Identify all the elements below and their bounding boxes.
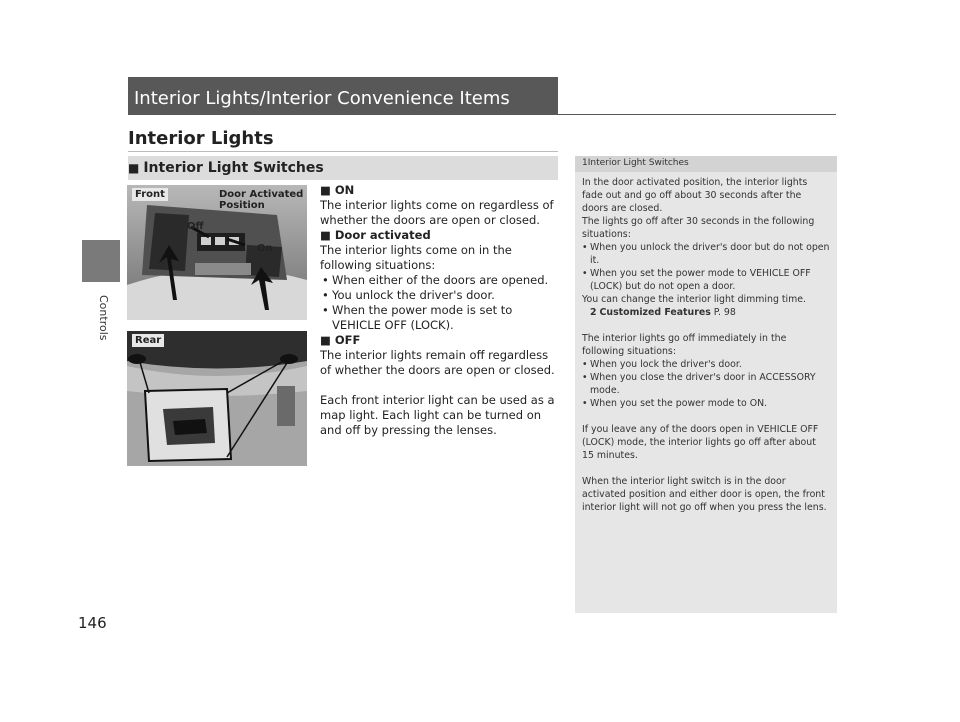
subsection-heading bbox=[128, 160, 324, 176]
note-marker: 1 bbox=[582, 158, 588, 168]
spacer bbox=[320, 378, 560, 393]
page-title: Interior Lights/Interior Convenience Items bbox=[134, 88, 510, 109]
on-label: On bbox=[257, 243, 273, 254]
list-item: • When either of the doors are opened. bbox=[320, 273, 560, 288]
spacer bbox=[582, 410, 830, 423]
front-light-text: Each front interior light can be used as a map light. Each light can be turned on and off by pressing the lenses. bbox=[320, 393, 555, 437]
door-activated-text: The interior lights come on in the following situations: bbox=[320, 243, 512, 272]
customized-features-link[interactable] bbox=[582, 306, 830, 319]
off-label: Off bbox=[187, 221, 204, 232]
rear-light-illustration bbox=[127, 331, 307, 466]
door-activated-label: Door Activated Position bbox=[219, 189, 304, 211]
off-heading: ■ OFF bbox=[320, 333, 361, 347]
on-text: The interior lights come on regardless of whether the doors are open or closed. bbox=[320, 198, 554, 227]
ref-marker: 2 bbox=[590, 307, 597, 318]
chapter-tab bbox=[82, 240, 120, 282]
note-paragraph: You can change the interior light dimming time. bbox=[582, 294, 807, 305]
note-list bbox=[582, 241, 830, 293]
section-rule bbox=[128, 151, 558, 152]
spacer bbox=[582, 319, 830, 332]
page-number: 146 bbox=[78, 614, 107, 632]
on-heading: ■ ON bbox=[320, 183, 355, 197]
chapter-label: Controls bbox=[97, 295, 110, 341]
note-paragraph: The lights go off after 30 seconds in the following situations: bbox=[582, 216, 815, 240]
front-light-photo bbox=[127, 185, 307, 320]
list-item: • When you close the driver's door in ACCESSORY mode. bbox=[582, 371, 830, 397]
subsection-heading-text: Interior Light Switches bbox=[143, 160, 324, 176]
door-activated-list bbox=[320, 273, 560, 333]
ref-page: P. 98 bbox=[713, 307, 736, 318]
note-paragraph: In the door activated position, the interior lights fade out and go off about 30 seconds after the doors are closed. bbox=[582, 177, 808, 214]
off-text: The interior lights remain off regardless of whether the doors are open or closed. bbox=[320, 348, 555, 377]
note-title-text: Interior Light Switches bbox=[587, 158, 689, 168]
note-paragraph: The interior lights go off immediately in the following situations: bbox=[582, 333, 787, 357]
note-paragraph: If you leave any of the doors open in VEHICLE OFF (LOCK) mode, the interior lights go off after about 15 minutes. bbox=[582, 424, 819, 461]
door-activated-heading: ■ Door activated bbox=[320, 228, 431, 242]
list-item: • You unlock the driver's door. bbox=[320, 288, 560, 303]
list-item: • When you unlock the driver's door but do not open it. bbox=[582, 241, 830, 267]
front-tag: Front bbox=[132, 188, 168, 201]
note-title bbox=[582, 158, 689, 168]
list-item: • When you lock the driver's door. bbox=[582, 358, 830, 371]
note-body bbox=[582, 176, 830, 514]
list-item: • When you set the power mode to ON. bbox=[582, 397, 830, 410]
ref-label: Customized Features bbox=[599, 307, 711, 318]
note-paragraph: When the interior light switch is in the door activated position and either door is open, the front interior light will not go off when you press the lens. bbox=[582, 476, 827, 513]
title-rule bbox=[558, 114, 836, 115]
rear-light-photo bbox=[127, 331, 307, 466]
rear-tag: Rear bbox=[132, 334, 164, 347]
spacer bbox=[582, 462, 830, 475]
list-item: • When you set the power mode to VEHICLE OFF (LOCK) but do not open a door. bbox=[582, 267, 830, 293]
note-list bbox=[582, 358, 830, 410]
body-text bbox=[320, 183, 560, 438]
section-heading: Interior Lights bbox=[128, 128, 274, 149]
list-item: • When the power mode is set to VEHICLE OFF (LOCK). bbox=[320, 303, 560, 333]
subsection-marker: ■ bbox=[128, 161, 140, 175]
